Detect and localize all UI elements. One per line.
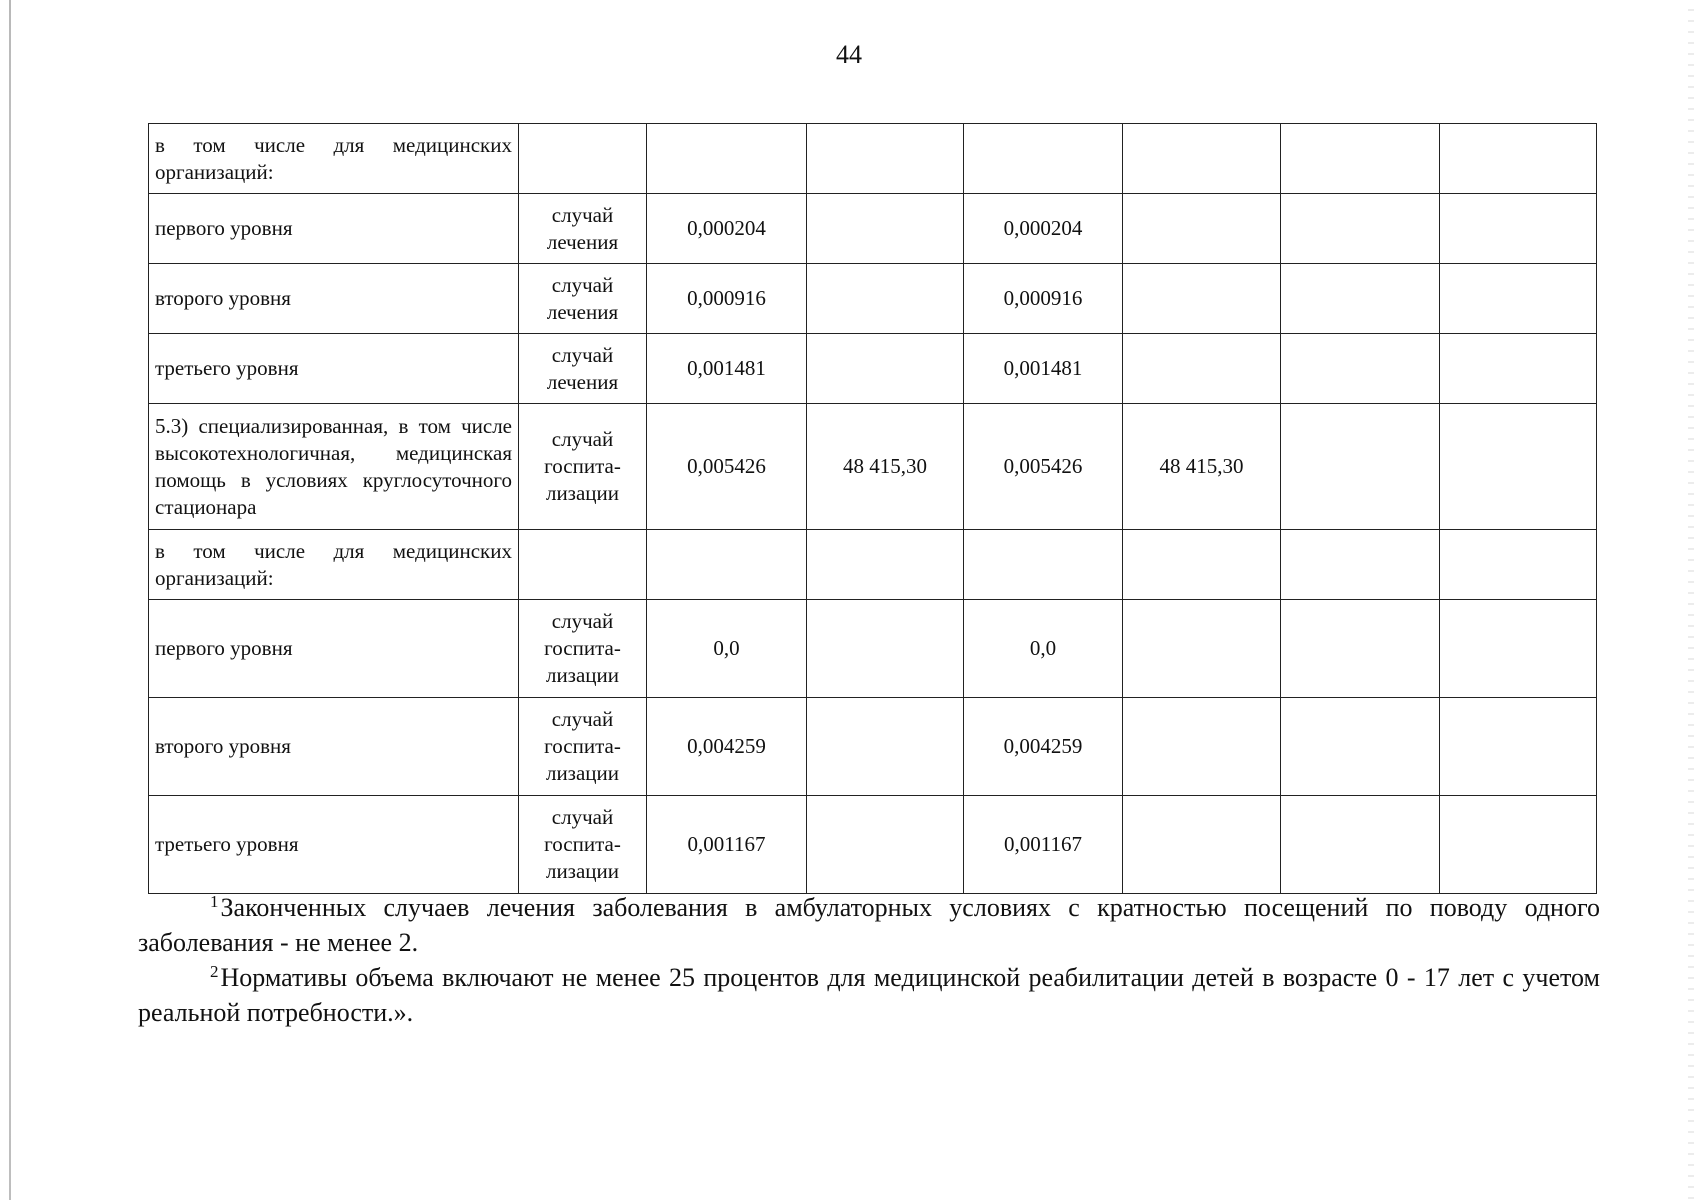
value-cell	[1123, 698, 1281, 796]
value-cell: 0,000916	[964, 264, 1123, 334]
value-cell: 0,005426	[647, 404, 807, 530]
footnote-mark: 2	[210, 962, 219, 981]
value-cell	[1440, 404, 1597, 530]
value-cell	[1440, 600, 1597, 698]
row-label: первого уровня	[149, 194, 519, 264]
row-label: третьего уровня	[149, 796, 519, 894]
value-cell	[964, 530, 1123, 600]
value-cell	[807, 194, 964, 264]
value-cell	[1440, 796, 1597, 894]
row-label: в том числе для медицинских организаций:	[149, 124, 519, 194]
value-cell	[1281, 194, 1440, 264]
value-cell	[1440, 530, 1597, 600]
value-cell: 0,000204	[647, 194, 807, 264]
value-cell	[807, 334, 964, 404]
value-cell	[807, 698, 964, 796]
value-cell	[1281, 698, 1440, 796]
value-cell	[1123, 124, 1281, 194]
footnotes	[138, 890, 1600, 1030]
value-cell	[1123, 334, 1281, 404]
unit-cell: случай госпита-лизации	[519, 404, 647, 530]
value-cell	[1281, 124, 1440, 194]
value-cell: 0,001167	[964, 796, 1123, 894]
value-cell	[1123, 530, 1281, 600]
value-cell: 0,000204	[964, 194, 1123, 264]
value-cell: 0,004259	[647, 698, 807, 796]
value-cell	[964, 124, 1123, 194]
unit-cell: случай госпита-лизации	[519, 698, 647, 796]
row-label: третьего уровня	[149, 334, 519, 404]
table-row	[149, 530, 1597, 600]
unit-cell: случай госпита-лизации	[519, 796, 647, 894]
unit-cell	[519, 530, 647, 600]
footnote-text: Нормативы объема включают не менее 25 процентов для медицинской реабилитации детей в возрасте 0 - 17 лет с учетом реальной потребности.».	[138, 963, 1600, 1027]
value-cell	[1281, 600, 1440, 698]
value-cell: 0,005426	[964, 404, 1123, 530]
value-cell	[1281, 264, 1440, 334]
table-row	[149, 698, 1597, 796]
value-cell: 48 415,30	[1123, 404, 1281, 530]
unit-cell: случай лечения	[519, 264, 647, 334]
row-label: первого уровня	[149, 600, 519, 698]
value-cell: 0,004259	[964, 698, 1123, 796]
table-row	[149, 124, 1597, 194]
value-cell: 0,001167	[647, 796, 807, 894]
row-label: второго уровня	[149, 698, 519, 796]
table-row	[149, 264, 1597, 334]
value-cell	[807, 796, 964, 894]
unit-cell: случай госпита-лизации	[519, 600, 647, 698]
scan-edge-right	[1688, 0, 1694, 1200]
norms-table	[148, 123, 1597, 894]
value-cell	[1440, 334, 1597, 404]
value-cell	[1440, 194, 1597, 264]
unit-cell: случай лечения	[519, 194, 647, 264]
scan-edge-left	[9, 0, 11, 1200]
value-cell: 0,0	[647, 600, 807, 698]
table-row	[149, 194, 1597, 264]
unit-cell: случай лечения	[519, 334, 647, 404]
table-row	[149, 404, 1597, 530]
footnote-mark: 1	[210, 892, 219, 911]
table-row	[149, 796, 1597, 894]
value-cell	[1281, 530, 1440, 600]
footnote-1	[138, 890, 1600, 960]
value-cell	[1123, 600, 1281, 698]
row-label: второго уровня	[149, 264, 519, 334]
value-cell	[1440, 124, 1597, 194]
unit-cell	[519, 124, 647, 194]
value-cell	[647, 530, 807, 600]
value-cell	[1123, 194, 1281, 264]
value-cell	[807, 124, 964, 194]
value-cell	[807, 264, 964, 334]
value-cell	[1281, 334, 1440, 404]
value-cell: 0,001481	[647, 334, 807, 404]
value-cell	[1123, 796, 1281, 894]
value-cell	[807, 530, 964, 600]
value-cell	[1440, 698, 1597, 796]
row-label: в том числе для медицинских организаций:	[149, 530, 519, 600]
value-cell: 0,001481	[964, 334, 1123, 404]
value-cell	[1440, 264, 1597, 334]
footnote-2	[138, 960, 1600, 1030]
value-cell: 48 415,30	[807, 404, 964, 530]
table-row	[149, 334, 1597, 404]
value-cell	[1123, 264, 1281, 334]
value-cell	[1281, 404, 1440, 530]
value-cell	[807, 600, 964, 698]
value-cell	[1281, 796, 1440, 894]
value-cell: 0,000916	[647, 264, 807, 334]
value-cell: 0,0	[964, 600, 1123, 698]
value-cell	[647, 124, 807, 194]
page-number: 44	[836, 40, 862, 69]
footnote-text: Законченных случаев лечения заболевания в амбулаторных условиях с кратностью посещений по поводу одного заболевания - не менее 2.	[138, 893, 1600, 957]
table-row	[149, 600, 1597, 698]
row-label: 5.3) специализированная, в том числе высокотехнологичная, медицинская помощь в условиях круглосуточного стационара	[149, 404, 519, 530]
